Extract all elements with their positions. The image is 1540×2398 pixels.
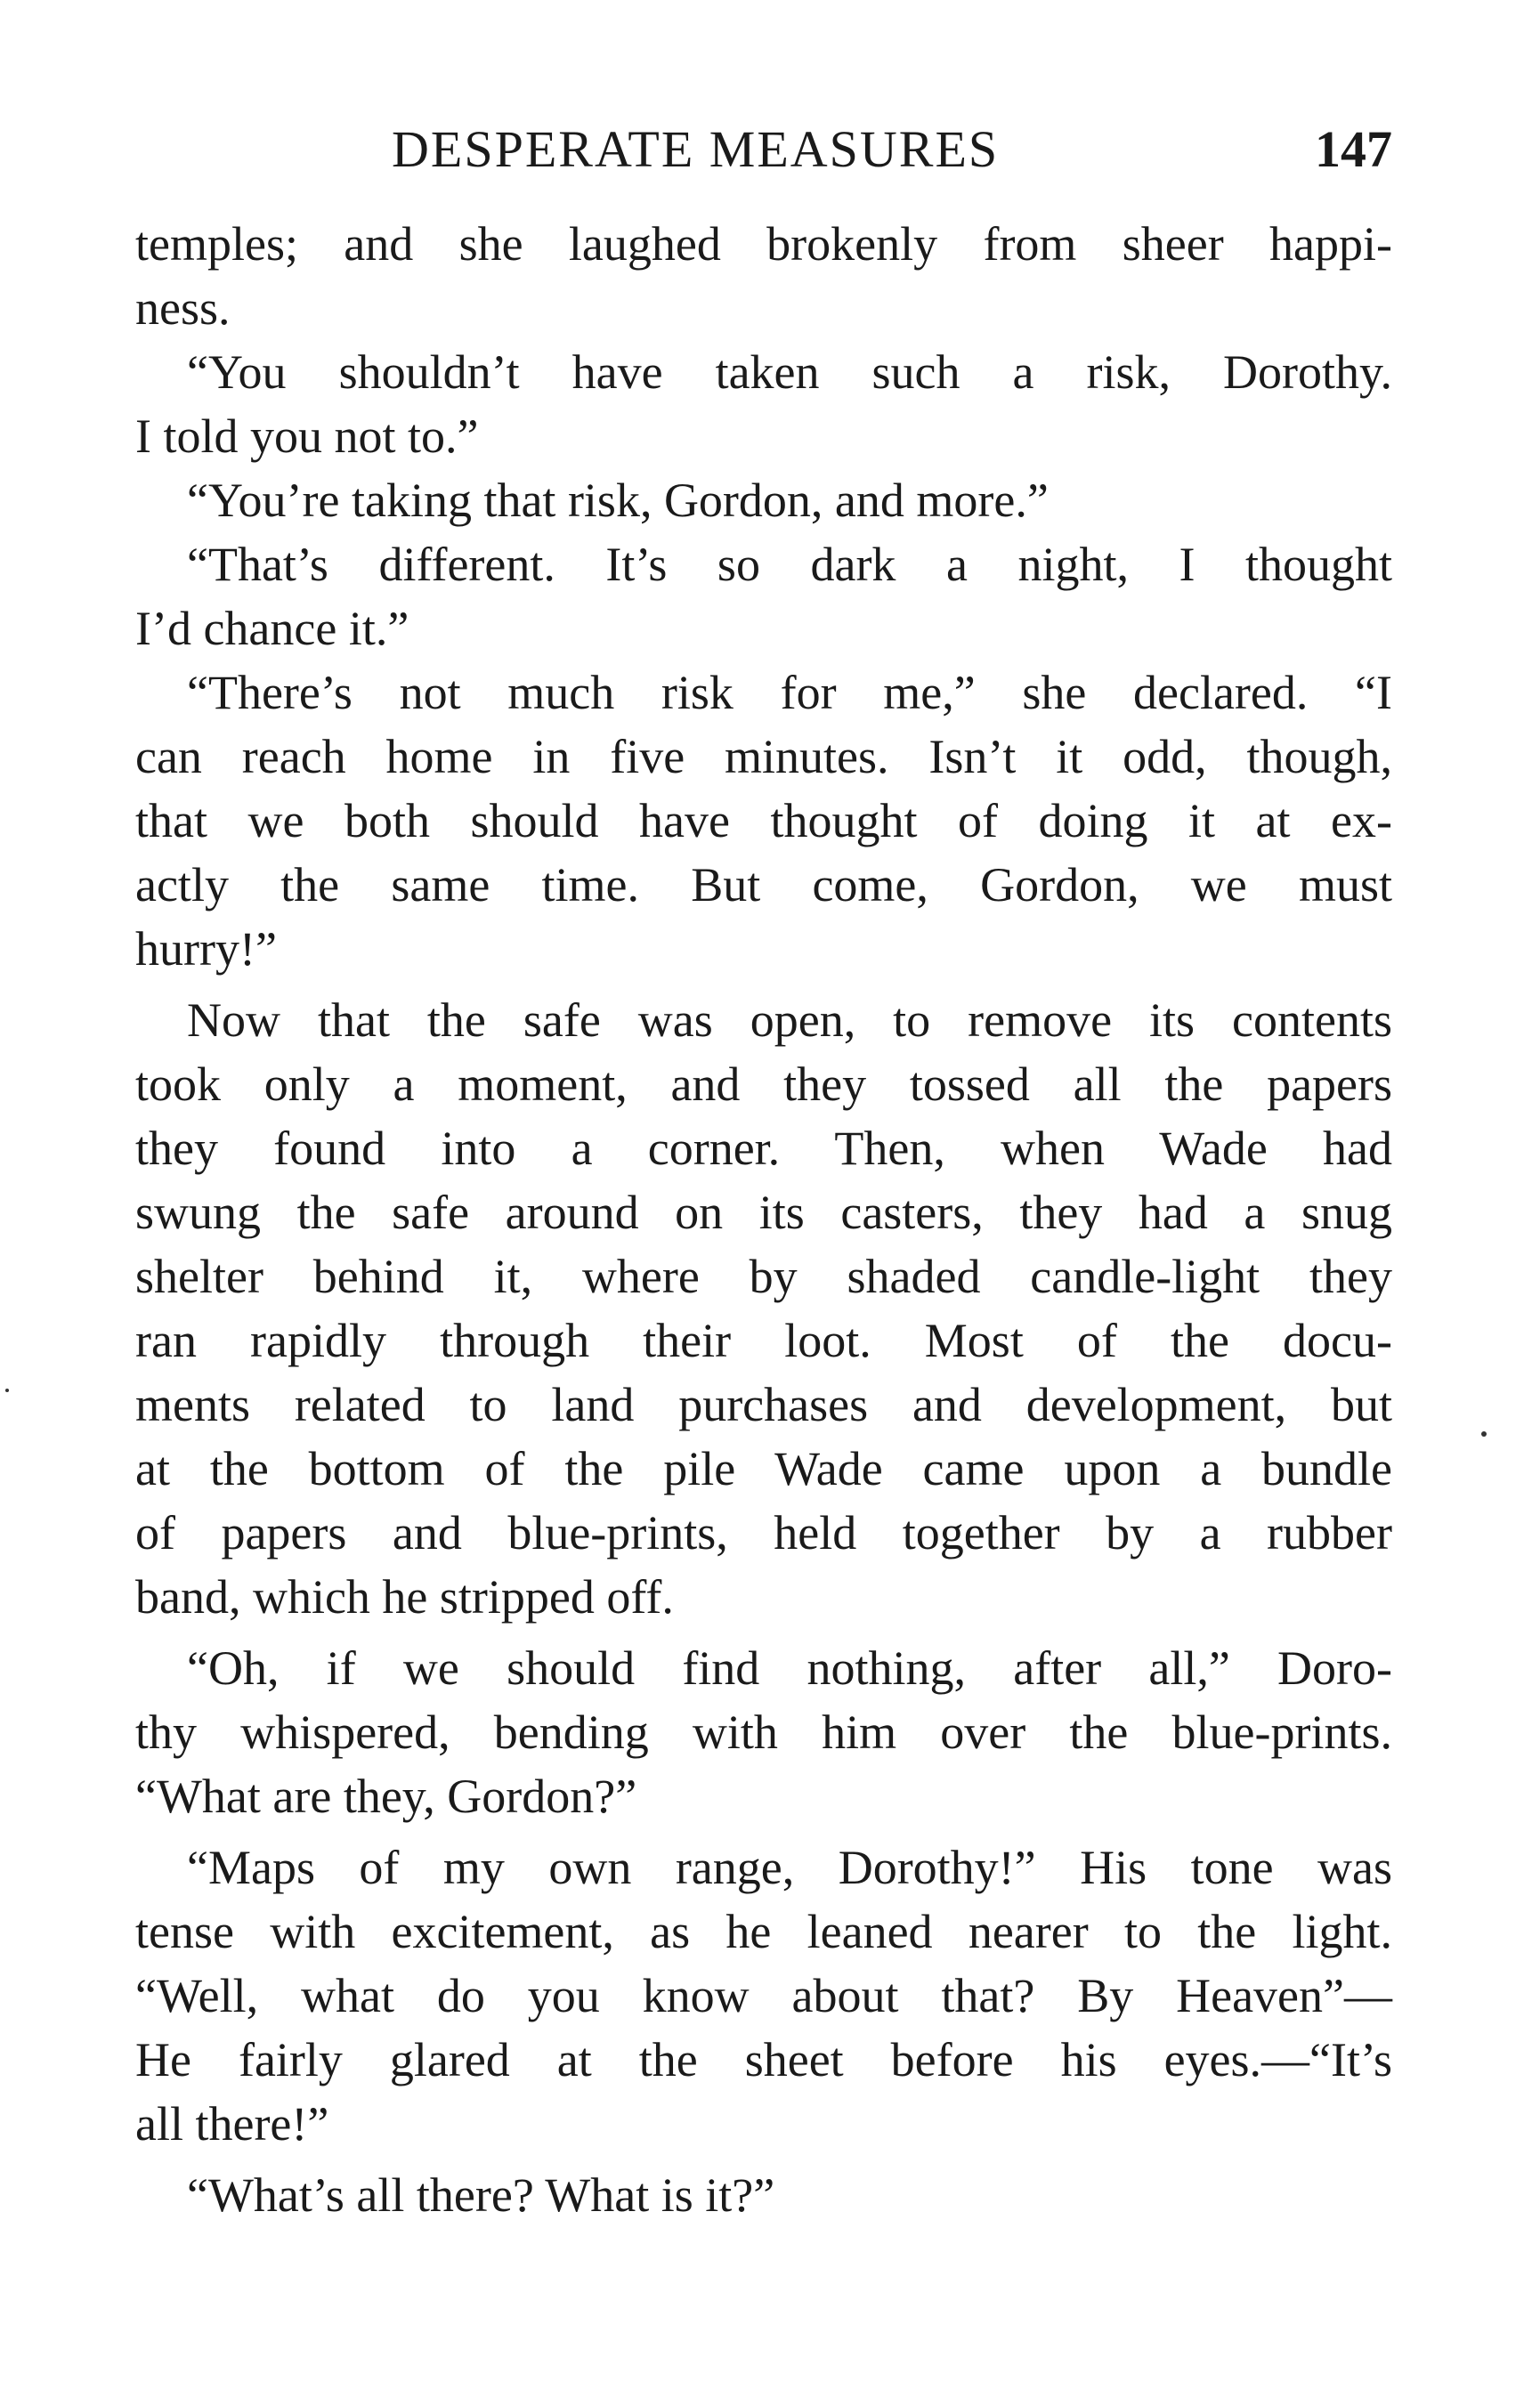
text-line: tense with excitement, as he leaned nearer to the light.	[135, 1905, 1392, 1958]
text-line: band, which he stripped off.	[135, 1570, 674, 1624]
text-line: “You’re taking that risk, Gordon, and more.”	[187, 474, 1049, 527]
text-line: “Oh, if we should find nothing, after all,” Doro-	[187, 1641, 1392, 1695]
text-line: ran rapidly through their loot. Most of the docu-	[135, 1314, 1392, 1367]
text-line: ments related to land purchases and development, but	[135, 1378, 1392, 1431]
text-line: He fairly glared at the sheet before his eyes.—“It’s	[135, 2033, 1392, 2086]
text-line: I’d chance it.”	[135, 602, 409, 655]
text-line: temples; and she laughed brokenly from sheer happi-	[135, 217, 1392, 271]
running-head	[134, 114, 1398, 185]
page-number: 147	[1315, 120, 1392, 178]
running-title: DESPERATE MEASURES	[392, 120, 1000, 178]
text-line: that we both should have thought of doing it at ex-	[135, 794, 1392, 847]
text-line: shelter behind it, where by shaded candle-light they	[135, 1250, 1392, 1303]
text-line: of papers and blue-prints, held together by a rubber	[135, 1506, 1392, 1560]
text-line: all there!”	[135, 2097, 329, 2151]
text-line: thy whispered, bending with him over the blue-prints.	[135, 1705, 1392, 1759]
text-line: ness.	[135, 281, 231, 335]
scan-speck	[5, 1389, 9, 1392]
text-line: at the bottom of the pile Wade came upon a bundle	[135, 1442, 1392, 1495]
text-line: “That’s different. It’s so dark a night, I thought	[187, 538, 1392, 591]
text-line: “There’s not much risk for me,” she declared. “I	[187, 666, 1392, 719]
text-line: actly the same time. But come, Gordon, we must	[135, 858, 1392, 911]
text-line: they found into a corner. Then, when Wade had	[135, 1122, 1392, 1175]
text-line: “Well, what do you know about that? By Heaven”—	[135, 1969, 1392, 2022]
text-line: “What are they, Gordon?”	[135, 1770, 637, 1823]
text-line: Now that the safe was open, to remove its contents	[187, 993, 1392, 1047]
text-line: “You shouldn’t have taken such a risk, Dorothy.	[187, 345, 1392, 399]
text-line: “Maps of my own range, Dorothy!” His tone was	[187, 1841, 1392, 1894]
text-line: took only a moment, and they tossed all the papers	[135, 1057, 1392, 1111]
scan-speck	[1481, 1431, 1487, 1437]
text-line: can reach home in five minutes. Isn’t it odd, though,	[135, 730, 1392, 783]
text-line: hurry!”	[135, 922, 277, 976]
text-line: “What’s all there? What is it?”	[187, 2168, 775, 2222]
text-line: swung the safe around on its casters, they had a snug	[135, 1186, 1392, 1239]
text-line: I told you not to.”	[135, 409, 479, 463]
